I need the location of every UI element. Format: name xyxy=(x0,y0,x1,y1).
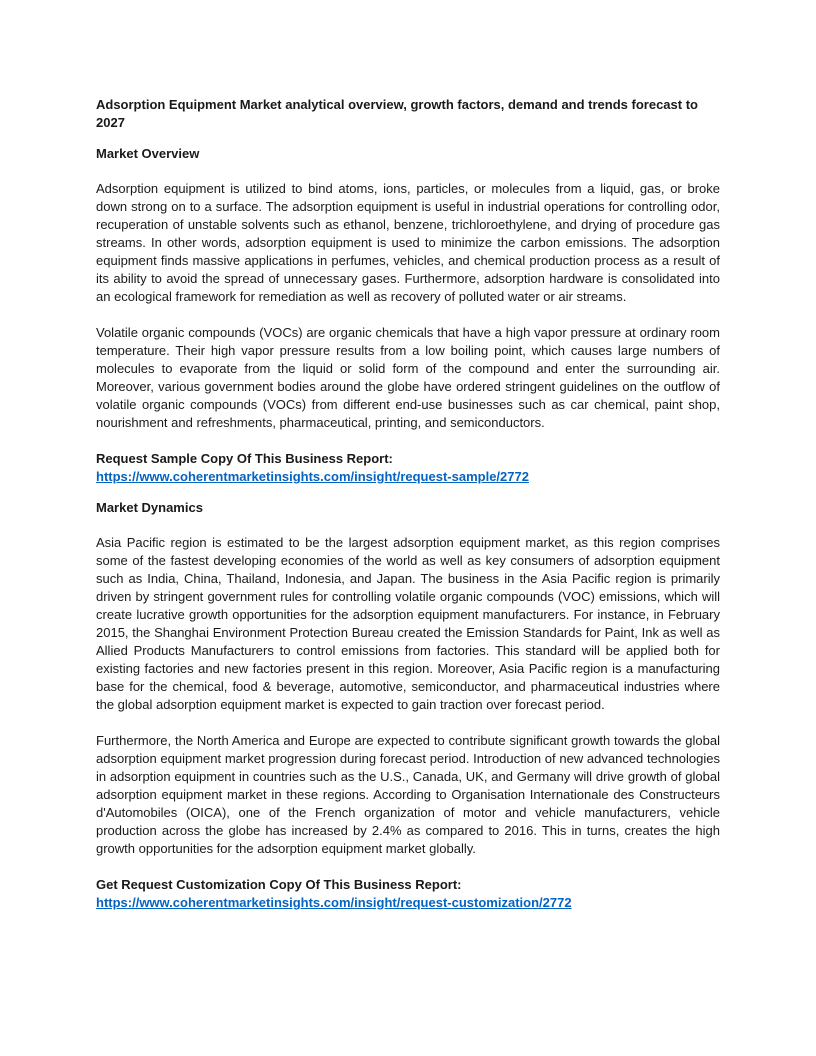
dynamics-paragraph-1: Asia Pacific region is estimated to be the largest adsorption equipment market, as this region comprises some of the fastest developing economies of the world as well as key consumers of adsorption equipment such as India, China, Thailand, Indonesia, and Japan. The business in the Asia Pacific region is primarily driven by stringent government rules for controlling volatile organic compounds (VOC) emissions, which will create lucrative growth opportunities for the adsorption equipment manufacturers. For instance, in February 2015, the Shanghai Environment Protection Bureau created the Emission Standards for Paint, Ink as well as Allied Products Manufacturers to control emissions from factories. This standard will be applied both for existing factories and new factories present in this region. Moreover, Asia Pacific region is a manufacturing base for the chemical, food & beverage, automotive, semiconductor, and pharmaceutical industries where the global adsorption equipment market is expected to gain traction over forecast period. xyxy=(96,535,720,712)
overview-paragraph-2: Volatile organic compounds (VOCs) are organic chemicals that have a high vapor pressure at ordinary room temperature. Their high vapor pressure results from a low boiling point, which causes large numbers of molecules to evaporate from the liquid or solid form of the compound and enter the surrounding air. Moreover, various government bodies around the globe have ordered stringent guidelines on the outflow of volatile organic compounds (VOCs) from different end-use businesses such as car chemical, paint shop, nourishment and refreshments, pharmaceutical, printing, and semiconductors. xyxy=(96,325,720,430)
sample-request-link[interactable]: https://www.coherentmarketinsights.com/insight/request-sample/2772 xyxy=(96,469,529,484)
market-overview-heading: Market Overview xyxy=(96,146,200,161)
dynamics-paragraph-2: Furthermore, the North America and Europe are expected to contribute significant growth towards the global adsorption equipment market progression during forecast period. Introduction of new advanced technologies in adsorption equipment in countries such as the U.S., Canada, UK, and Germany will drive growth of global adsorption equipment market in these regions. According to Organisation Internationale des Constructeurs d'Automobiles (OICA), one of the French organization of motor and vehicle manufacturers, vehicle production across the globe has increased by 2.4% as compared to 2016. This in turns, creates the high growth opportunities for the adsorption equipment market globally. xyxy=(96,733,720,856)
sample-request-label: Request Sample Copy Of This Business Report: xyxy=(96,451,393,466)
overview-paragraph-1: Adsorption equipment is utilized to bind atoms, ions, particles, or molecules from a liquid, gas, or broke down strong on to a surface. The adsorption equipment is useful in industrial operations for controlling odor, recuperation of unstable solvents such as ethanol, benzene, trichloroethylene, and drying of procedure gas streams. In other words, adsorption equipment is used to minimize the carbon emissions. The adsorption equipment finds massive applications in perfumes, vehicles, and chemical production process as a result of its ability to avoid the spread of unnecessary gases. Furthermore, adsorption hardware is consolidated into an ecological framework for remediation as well as recovery of polluted water or air streams. xyxy=(96,181,720,304)
customization-request-label: Get Request Customization Copy Of This Business Report: xyxy=(96,877,462,892)
customization-request-link[interactable]: https://www.coherentmarketinsights.com/insight/request-customization/2772 xyxy=(96,895,572,910)
document-title: Adsorption Equipment Market analytical overview, growth factors, demand and trends forecast to 2027 xyxy=(96,97,698,130)
market-dynamics-heading: Market Dynamics xyxy=(96,500,203,515)
